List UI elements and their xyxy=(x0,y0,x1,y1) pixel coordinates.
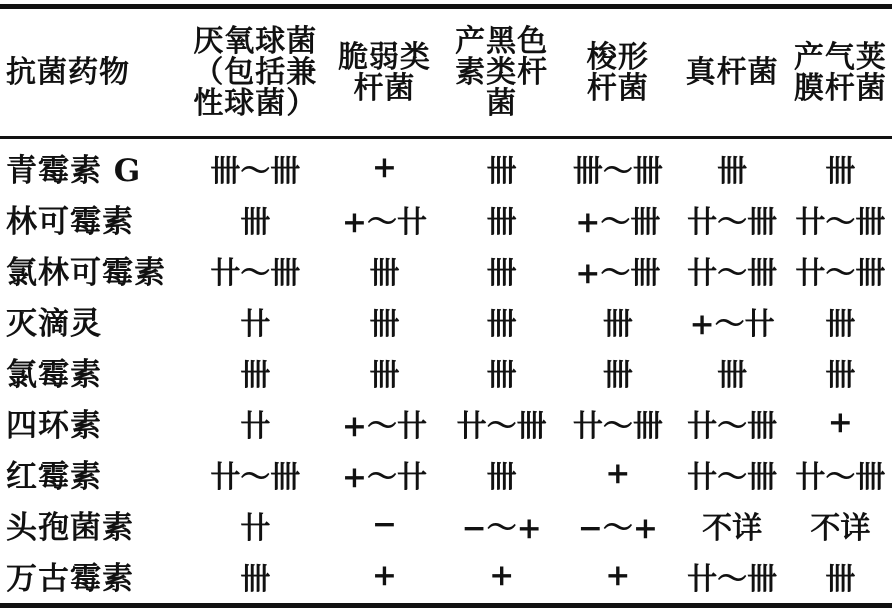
table-cell: 卌 xyxy=(602,306,633,342)
table-row xyxy=(0,499,892,550)
table-cell: 卄～卌 xyxy=(795,459,886,495)
table-cell: 卌 xyxy=(825,153,856,189)
table-cell: + xyxy=(827,405,853,440)
table-cell: +～卌 xyxy=(575,204,661,240)
header-clostridium-perfringens: 产气荚 膜杆菌 xyxy=(793,39,887,106)
table-row xyxy=(0,397,892,448)
table-row xyxy=(0,550,892,601)
header-anaerobic-cocci: 厌氧球菌 （包括兼 性球菌） xyxy=(193,24,318,121)
table-cell: 卌 xyxy=(240,204,271,240)
table-cell: + xyxy=(371,558,398,593)
table-cell: 卌 xyxy=(240,357,271,393)
drug-name-cell: 四环素 xyxy=(6,408,102,444)
table-body xyxy=(0,142,892,601)
table-cell: 卌 xyxy=(717,357,748,393)
table-cell: 不详 xyxy=(702,510,763,546)
table-cell: + xyxy=(605,558,631,593)
table-cell: +～卄 xyxy=(341,408,428,444)
table-cell: 卌 xyxy=(486,357,517,393)
table-cell: 卄～卌 xyxy=(210,255,301,291)
table-cell: 卌～卌 xyxy=(572,153,663,189)
header-eubacterium: 真杆菌 xyxy=(685,55,779,90)
table-cell: 卄～卌 xyxy=(687,561,778,597)
table-row xyxy=(0,295,892,346)
table-cell: 卌 xyxy=(486,459,517,495)
table-cell: 卄～卌 xyxy=(210,459,301,495)
table-bottom-rule xyxy=(0,603,892,608)
table-cell: 卌 xyxy=(369,357,400,393)
table-cell: 卌～卌 xyxy=(210,153,301,189)
drug-name-cell: 林可霉素 xyxy=(6,204,134,240)
table-header-rule xyxy=(0,136,892,139)
table-cell: − xyxy=(371,507,398,542)
table-cell: 卌 xyxy=(369,306,400,342)
table-cell: + xyxy=(489,558,515,593)
header-bacteroides-fragilis: 脆弱类 杆菌 xyxy=(337,39,431,106)
table-cell: 卄 xyxy=(240,306,271,342)
table-cell: 卄～卌 xyxy=(795,255,886,291)
drug-name-cell: 氯林可霉素 xyxy=(6,255,166,291)
table-cell: 卄～卌 xyxy=(687,204,778,240)
table-cell: 卄～卌 xyxy=(795,204,886,240)
table-cell: +～卌 xyxy=(575,255,661,291)
table-cell: 卄 xyxy=(240,510,271,546)
drug-name-cell: 氯霉素 xyxy=(6,357,102,393)
table-cell: 卌 xyxy=(602,357,633,393)
table-cell: 卌 xyxy=(717,153,748,189)
drug-name-cell: 红霉素 xyxy=(6,459,102,495)
table-cell: +～卄 xyxy=(689,306,775,342)
table-cell: 不详 xyxy=(810,510,871,546)
table-cell: −～+ xyxy=(461,510,542,546)
table-cell: +～卄 xyxy=(341,204,428,240)
table-cell: + xyxy=(605,456,631,491)
table-row xyxy=(0,448,892,499)
table-cell: 卌 xyxy=(486,204,517,240)
drug-name-cell: 青霉素 G xyxy=(6,153,142,189)
table-cell: 卄～卌 xyxy=(572,408,663,444)
table-cell: 卄～卌 xyxy=(687,459,778,495)
drug-name-cell: 灭滴灵 xyxy=(6,306,102,342)
header-fusobacterium: 梭形 杆菌 xyxy=(586,39,649,106)
table-cell: 卌 xyxy=(825,561,856,597)
table-cell: 卄～卌 xyxy=(456,408,547,444)
table-cell: 卄 xyxy=(240,408,271,444)
table-row xyxy=(0,193,892,244)
drug-name-cell: 万古霉素 xyxy=(6,561,134,597)
table-cell: 卌 xyxy=(486,306,517,342)
table-cell: 卄～卌 xyxy=(687,408,778,444)
table-cell: 卌 xyxy=(825,357,856,393)
table-cell: 卌 xyxy=(825,306,856,342)
table-cell: 卌 xyxy=(486,255,517,291)
table-row xyxy=(0,244,892,295)
table-row xyxy=(0,142,892,193)
header-drug: 抗菌药物 xyxy=(6,55,130,90)
table-header-row xyxy=(0,9,892,136)
table-cell: −～+ xyxy=(577,510,658,546)
drug-name-cell: 头孢菌素 xyxy=(6,510,134,546)
table-cell: 卌 xyxy=(369,255,400,291)
table-cell: 卌 xyxy=(486,153,517,189)
table-cell: 卌 xyxy=(240,561,271,597)
table-cell: +～卄 xyxy=(341,459,428,495)
table-cell: + xyxy=(371,150,398,185)
table-row xyxy=(0,346,892,397)
table-cell: 卄～卌 xyxy=(687,255,778,291)
header-pigmented-bacteroides: 产黑色 素类杆 菌 xyxy=(455,24,549,121)
